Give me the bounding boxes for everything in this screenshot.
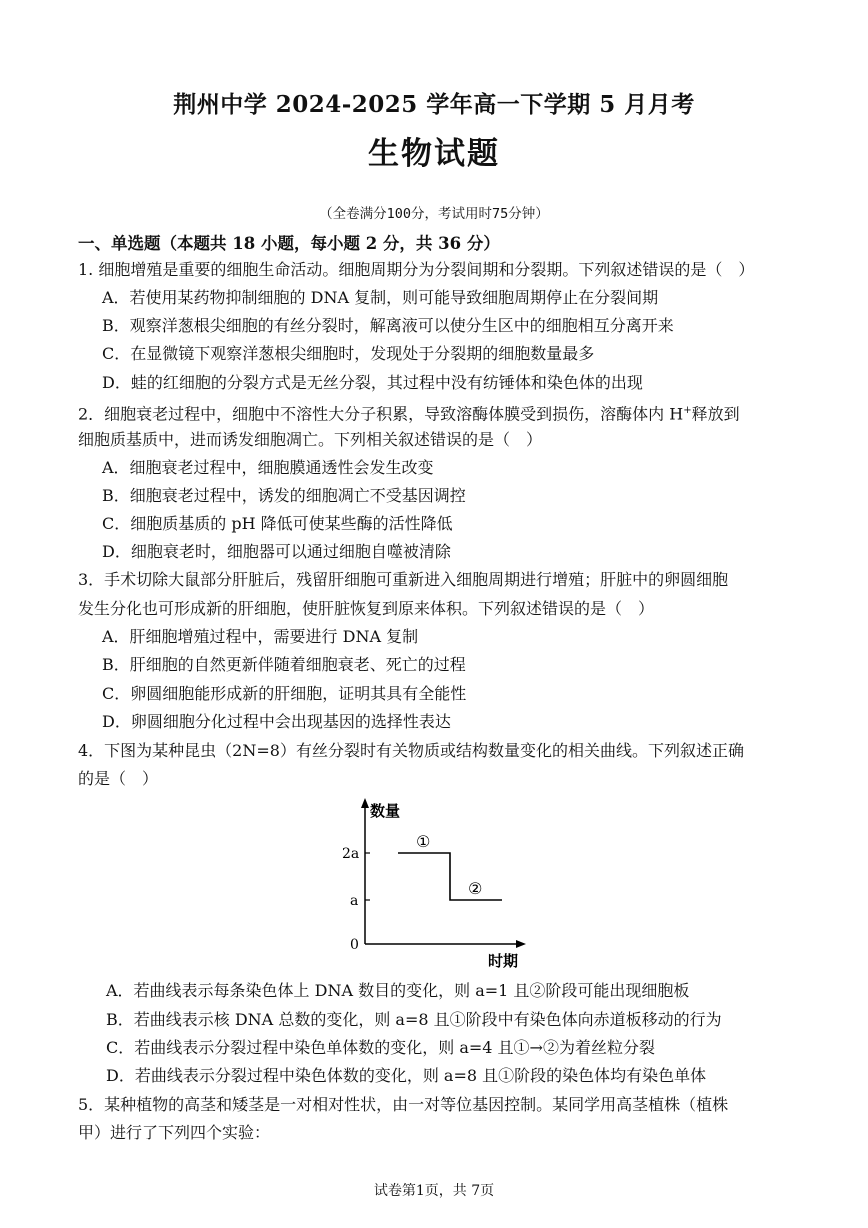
question-2-stem-text: 2．细胞衰老过程中，细胞中不溶性大分子积累，导致溶酶体膜受到损伤，溶酶体内 H bbox=[78, 404, 684, 424]
question-2-option-b: B．细胞衰老过程中，诱发的细胞凋亡不受基因调控 bbox=[102, 486, 466, 505]
question-2-stem-line2: 细胞质基质中，进而诱发细胞凋亡。下列相关叙述错误的是（ ） bbox=[78, 430, 543, 449]
question-3-option-b: B．肝细胞的自然更新伴随着细胞衰老、死亡的过程 bbox=[102, 655, 466, 674]
step-chart bbox=[330, 794, 530, 974]
question-4-option-d: D．若曲线表示分裂过程中染色体数的变化，则 a=8 且①阶段的染色体均有染色单体 bbox=[106, 1066, 707, 1085]
y-tick-label-zero: 0 bbox=[350, 937, 359, 953]
question-3-option-d: D．卵圆细胞分化过程中会出现基因的选择性表达 bbox=[102, 712, 451, 731]
question-4-option-c: C．若曲线表示分裂过程中染色单体数的变化，则 a=4 且①→②为着丝粒分裂 bbox=[106, 1038, 655, 1057]
subject-title: 生物试题 bbox=[368, 136, 500, 172]
question-4-option-b: B．若曲线表示核 DNA 总数的变化，则 a=8 且①阶段中有染色体向赤道板移动的行为 bbox=[106, 1010, 722, 1029]
question-3-stem-line1: 3．手术切除大鼠部分肝脏后，残留肝细胞可重新进入细胞周期进行增殖；肝脏中的卵圆细胞 bbox=[78, 570, 729, 589]
question-2-option-d: D．细胞衰老时，细胞器可以通过细胞自噬被清除 bbox=[102, 542, 451, 561]
question-1-option-b: B．观察洋葱根尖细胞的有丝分裂时，解离液可以使分生区中的细胞相互分离开来 bbox=[102, 316, 674, 335]
y-axis-label: 数量 bbox=[370, 802, 401, 820]
exam-note: （全卷满分100分，考试用时75分钟） bbox=[319, 206, 549, 222]
question-4-option-a: A．若曲线表示每条染色体上 DNA 数目的变化，则 a=1 且②阶段可能出现细胞板 bbox=[106, 981, 690, 1000]
series-line bbox=[398, 853, 502, 900]
question-5-stem-line2: 甲）进行了下列四个实验： bbox=[78, 1123, 271, 1142]
question-1-option-d: D．蛙的红细胞的分裂方式是无丝分裂，其过程中没有纺锤体和染色体的出现 bbox=[102, 373, 643, 392]
section-heading: 一、单选题（本题共 18 小题，每小题 2 分，共 36 分） bbox=[78, 234, 500, 253]
step-chart-svg bbox=[330, 794, 530, 974]
question-1-option-c: C．在显微镜下观察洋葱根尖细胞时，发现处于分裂期的细胞数量最多 bbox=[102, 344, 595, 363]
question-1-stem: 1. 细胞增殖是重要的细胞生命活动。细胞周期分为分裂间期和分裂期。下列叙述错误的是（ ） bbox=[78, 260, 755, 279]
superscript-plus: + bbox=[683, 405, 692, 416]
question-2-option-a: A．细胞衰老过程中，细胞膜通透性会发生改变 bbox=[102, 458, 434, 477]
x-axis-label: 时期 bbox=[488, 952, 519, 970]
question-3-stem-line2: 发生分化也可形成新的肝细胞，使肝脏恢复到原来体积。下列叙述错误的是（ ） bbox=[78, 599, 655, 618]
question-2-stem-text-end: 释放到 bbox=[691, 404, 740, 424]
question-4-stem-line2: 的是（ ） bbox=[78, 769, 159, 788]
question-3-option-c: C．卵圆细胞能形成新的肝细胞，证明其具有全能性 bbox=[102, 684, 467, 703]
question-5-stem-line1: 5．某种植物的高茎和矮茎是一对相对性状，由一对等位基因控制。某同学用高茎植株（植株 bbox=[78, 1095, 729, 1114]
y-tick-label-a: a bbox=[350, 893, 359, 909]
y-axis-arrow bbox=[361, 798, 369, 808]
exam-title: 荆州中学 2024-2025 学年高一下学期 5 月月考 bbox=[173, 91, 695, 118]
segment-label-2: ② bbox=[468, 879, 483, 898]
question-4-stem-line1: 4．下图为某种昆虫（2N=8）有丝分裂时有关物质或结构数量变化的相关曲线。下列叙述正确 bbox=[78, 741, 744, 760]
page-footer: 试卷第1页，共 7页 bbox=[373, 1183, 495, 1199]
y-tick-label-2a: 2a bbox=[342, 846, 360, 862]
question-3-option-a: A．肝细胞增殖过程中，需要进行 DNA 复制 bbox=[102, 627, 419, 646]
question-2-stem-line1 bbox=[78, 401, 740, 424]
x-axis-arrow bbox=[516, 940, 526, 948]
segment-label-1: ① bbox=[416, 832, 431, 851]
question-1-option-a: A．若使用某药物抑制细胞的 DNA 复制，则可能导致细胞周期停止在分裂间期 bbox=[102, 288, 659, 307]
question-2-option-c: C．细胞质基质的 pH 降低可使某些酶的活性降低 bbox=[102, 514, 453, 533]
